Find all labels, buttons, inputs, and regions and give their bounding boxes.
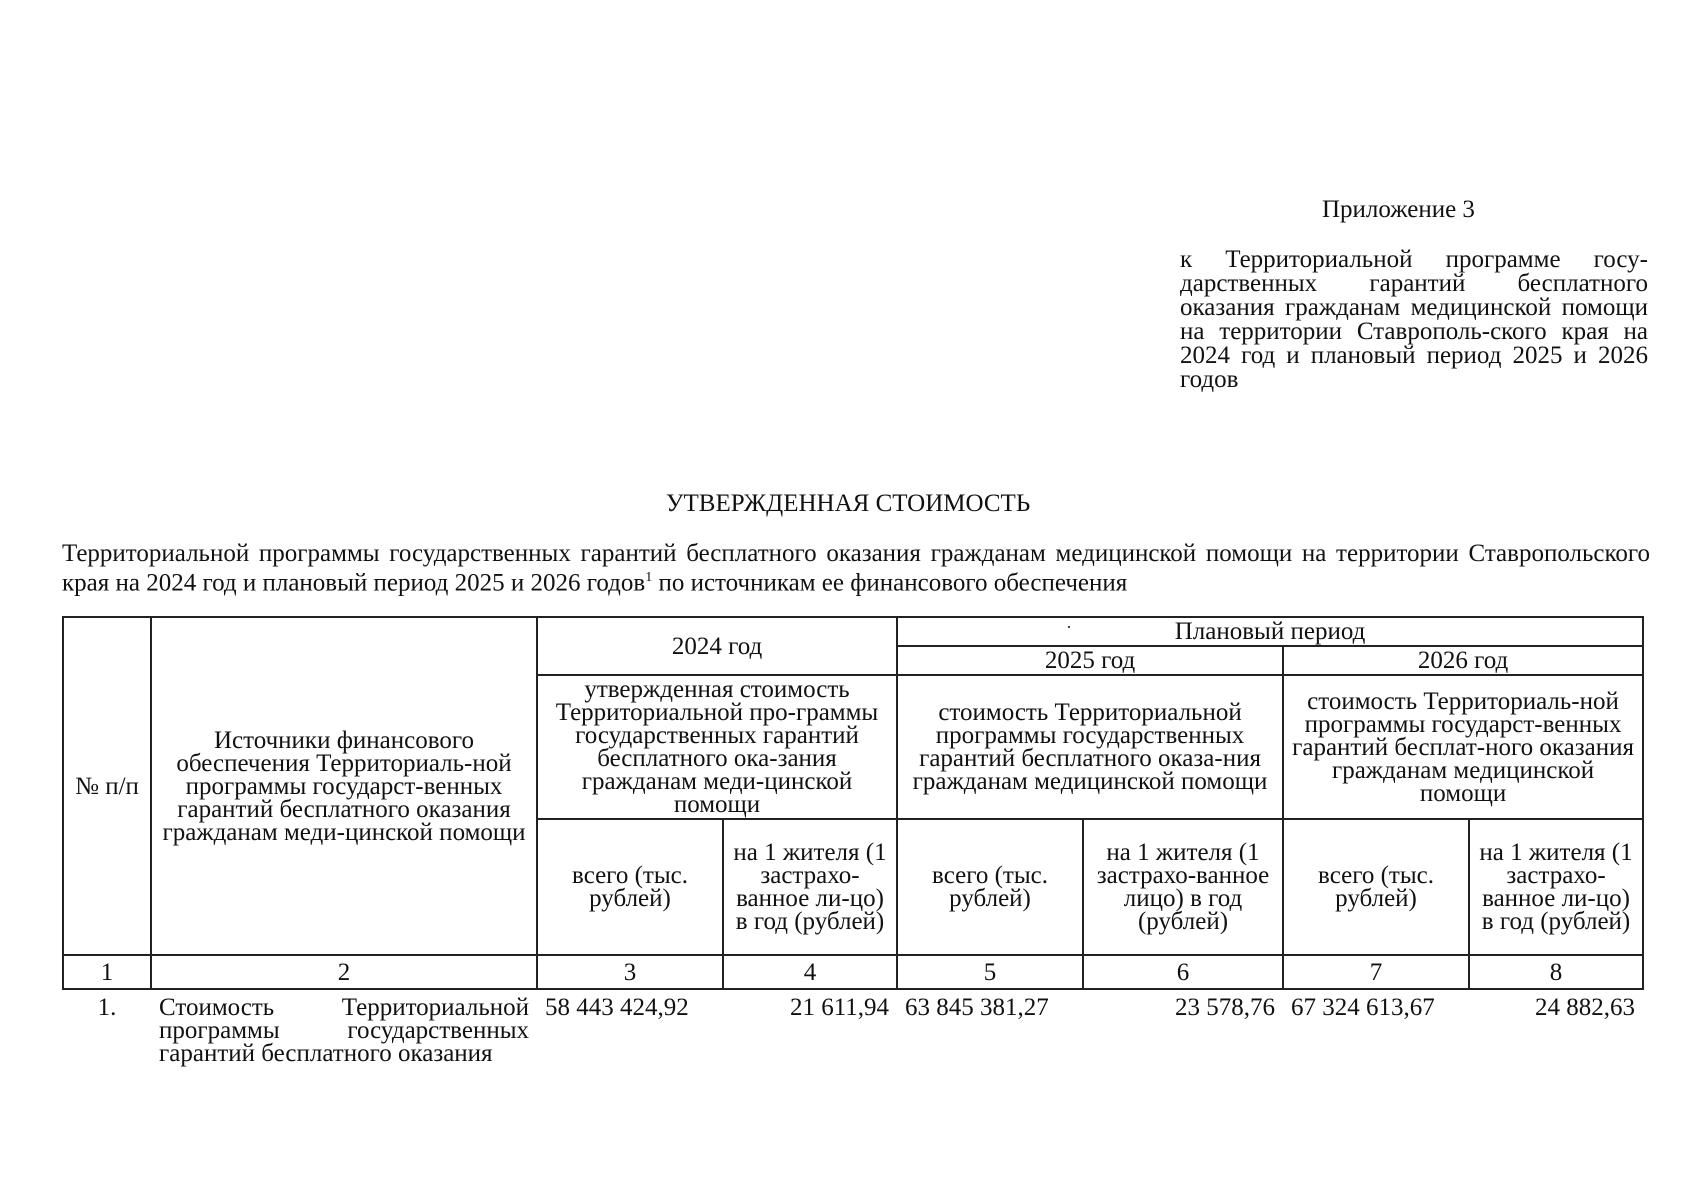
column-number: 4 <box>723 955 897 989</box>
column-number: 2 <box>151 955 537 989</box>
appendix-text: к Территориальной программе госу-дарственных гарантий бесплатного оказания гражданам медицинской помощи на территории Ставрополь-ского края на 2024 год и плановый период 2025 и 2026 годов <box>1180 246 1648 393</box>
column-number: 6 <box>1083 955 1283 989</box>
column-number: 8 <box>1469 955 1643 989</box>
value-total-2024: 58 443 424,92 <box>545 994 689 1021</box>
column-number: 1 <box>63 955 151 989</box>
row-name <box>151 989 537 1065</box>
document-subheading <box>62 542 1650 595</box>
value-total-2025: 63 845 381,27 <box>905 994 1049 1021</box>
header-source: Источники финансового обеспечения Территориаль-ной программы государст-венных гарантий бесплатного оказания гражданам меди-цинской помощи <box>151 617 537 955</box>
value-total-2026: 67 324 613,67 <box>1291 994 1435 1021</box>
header-total-2024: всего (тыс. рублей) <box>537 819 723 955</box>
header-year-2025: 2025 год <box>897 646 1283 675</box>
column-number: 5 <box>897 955 1083 989</box>
header-total-2025: всего (тыс. рублей) <box>897 819 1083 955</box>
value-per-capita-2026: 24 882,63 <box>1535 994 1636 1021</box>
row-name-line: гарантий бесплатного оказания <box>159 1040 493 1067</box>
column-number: 7 <box>1283 955 1469 989</box>
header-desc-2025: стоимость Территориальной программы государственных гарантий бесплатного оказа-ния гражданам медицинской помощи <box>897 675 1283 819</box>
header-year-2026: 2026 год <box>1283 646 1643 675</box>
value-per-capita-2025: 23 578,76 <box>1175 994 1276 1021</box>
column-number: 3 <box>537 955 723 989</box>
value-per-capita-2024: 21 611,94 <box>789 994 890 1021</box>
header-desc-2024: утвержденная стоимость Территориальной про-граммы государственных гарантий бесплатного ока-зания гражданам меди-цинской помощи <box>537 675 897 819</box>
subheading-text-after: по источникам ее финансового обеспечения <box>652 569 1128 597</box>
header-per-capita-2025: на 1 жителя (1 застрахо-ванное лицо) в год (рублей) <box>1083 819 1283 955</box>
document-heading: УТВЕРЖДЕННАЯ СТОИМОСТЬ <box>665 490 1031 517</box>
row-name-line: программы государственных <box>159 1017 529 1044</box>
row-name-line: Стоимость Территориальной <box>159 994 529 1021</box>
header-planned-period: Плановый период <box>897 617 1643 646</box>
row-number: 1. <box>97 994 117 1021</box>
header-per-capita-2024: на 1 жителя (1 застрахо-ванное ли-цо) в год (рублей) <box>723 819 897 955</box>
header-year-2024: 2024 год <box>537 617 897 675</box>
header-total-2026: всего (тыс. рублей) <box>1283 819 1469 955</box>
header-desc-2026: стоимость Территориаль-ной программы государст-венных гарантий бесплат-ного оказания гражданам медицинской помощи <box>1283 675 1643 819</box>
appendix-title: Приложение 3 <box>1322 196 1475 223</box>
footnote-mark: 1 <box>645 570 653 585</box>
subheading-text: Территориальной программы государственных гарантий бесплатного оказания гражданам медицинской помощи на территории Ставропольского края на 2024 год и плановый период 2025 и 2026 годов <box>62 540 1650 597</box>
header-row-number: № п/п <box>63 617 151 955</box>
table-row <box>63 989 1643 1065</box>
cost-table <box>62 616 1644 1065</box>
header-per-capita-2026: на 1 жителя (1 застрахо-ванное ли-цо) в год (рублей) <box>1469 819 1643 955</box>
